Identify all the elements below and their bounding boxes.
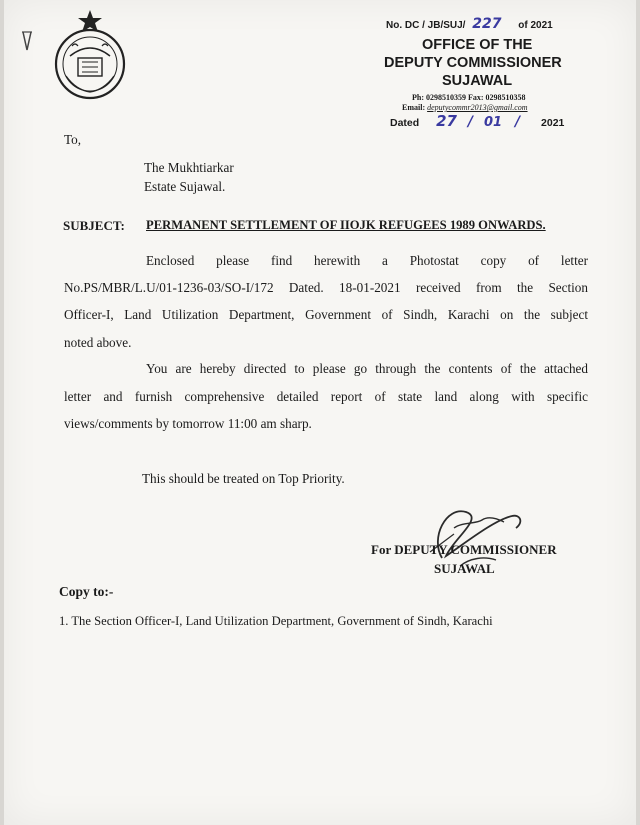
date-separator: / <box>467 114 474 130</box>
paragraph1-line2: No.PS/MBR/L.U/01-1236-03/SO-I/172 Dated. 18-01-2021 received from the Section <box>64 280 588 295</box>
dated-label: Dated <box>390 117 420 129</box>
date-day: 27 <box>436 112 457 130</box>
paragraph1-line1: Enclosed please find herewith a Photostat copy of letter <box>146 253 588 268</box>
sindh-government-seal-icon <box>46 6 134 102</box>
email-line <box>402 103 528 112</box>
office-title-line2: DEPUTY COMMISSIONER <box>384 55 562 71</box>
phone-fax-line: Ph: 0298510359 Fax: 0298510358 <box>412 93 526 102</box>
reference-line <box>386 16 553 32</box>
recipient-line2: Estate Sujawal. <box>144 179 226 194</box>
reference-year: of 2021 <box>518 20 553 31</box>
letter-page <box>4 0 636 825</box>
email-address: deputycommr2013@gmail.com <box>427 103 528 112</box>
signature-line2: SUJAWAL <box>434 561 495 576</box>
corner-mark-icon <box>20 30 34 52</box>
recipient-line1: The Mukhtiarkar <box>144 160 234 175</box>
subject-text: PERMANENT SETTLEMENT OF IIOJK REFUGEES 1989 ONWARDS. <box>146 218 546 232</box>
paragraph1-line3: Officer-I, Land Utilization Department, Government of Sindh, Karachi on the subject <box>64 307 588 322</box>
reference-prefix: No. DC / JB/SUJ/ <box>386 20 466 31</box>
email-label: Email: <box>402 103 426 112</box>
date-separator: / <box>514 114 521 130</box>
paragraph1-line4: noted above. <box>64 335 132 350</box>
priority-note: This should be treated on Top Priority. <box>142 471 345 486</box>
paragraph2-line2: letter and furnish comprehensive detailed report of state land along with specific <box>64 389 588 404</box>
date-month: 01 <box>483 115 503 130</box>
paragraph2-line1: You are hereby directed to please go through the contents of the attached <box>146 361 588 376</box>
to-label: To, <box>64 132 82 147</box>
reference-number: 227 <box>472 16 502 32</box>
paragraph2-line3: views/comments by tomorrow 11:00 am sharp. <box>64 416 312 431</box>
office-title-line1: OFFICE OF THE <box>422 37 533 53</box>
signature-line1: For DEPUTY COMMISSIONER <box>371 542 557 557</box>
copy-to-label: Copy to:- <box>59 584 114 599</box>
office-title-line3: SUJAWAL <box>442 73 513 89</box>
subject-label: SUBJECT: <box>63 218 125 233</box>
dated-line <box>390 112 564 130</box>
date-year: 2021 <box>541 117 565 129</box>
copy-to-item: 1. The Section Officer-I, Land Utilization Department, Government of Sindh, Karachi <box>59 614 493 628</box>
